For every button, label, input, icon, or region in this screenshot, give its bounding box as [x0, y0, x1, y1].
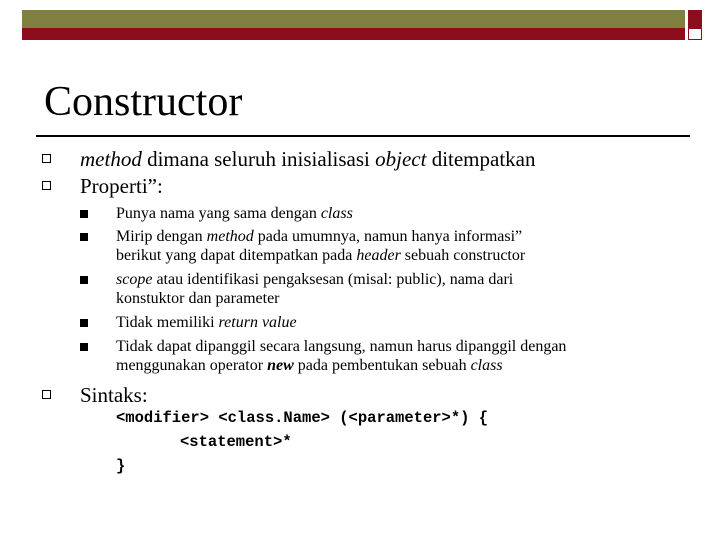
- hollow-square-bullet-icon: [42, 390, 51, 399]
- bullet-text: method dimana seluruh inisialisasi object ditempatkan: [80, 147, 536, 171]
- header-square-filled: [688, 10, 702, 28]
- code-line: }: [116, 457, 126, 475]
- sub-bullet-text: Tidak dapat dipanggil secara langsung, namun harus dipanggil dengan: [116, 338, 567, 355]
- hollow-square-bullet-icon: [42, 181, 51, 190]
- sub-bullet-text-continued: menggunakan operator new pada pembentukan sebuah class: [116, 357, 503, 374]
- filled-square-bullet-icon: [80, 276, 88, 284]
- header-bar-red: [22, 28, 685, 40]
- filled-square-bullet-icon: [80, 319, 88, 327]
- sub-bullet-text-continued: berikut yang dapat ditempatkan pada header sebuah constructor: [116, 247, 526, 264]
- header-square-outline: [688, 28, 702, 40]
- sub-bullet-text: Punya nama yang sama dengan class: [116, 205, 353, 222]
- hollow-square-bullet-icon: [42, 154, 51, 163]
- header-bar-olive: [22, 10, 685, 28]
- title-divider: [36, 135, 690, 137]
- code-line: <statement>*: [180, 433, 292, 451]
- sub-bullet-text: Tidak memiliki return value: [116, 314, 297, 331]
- slide-title: Constructor: [44, 79, 243, 125]
- filled-square-bullet-icon: [80, 233, 88, 241]
- code-line: <modifier> <class.Name> (<parameter>*) {: [116, 409, 489, 427]
- sub-bullet-text-continued: konstuktor dan parameter: [116, 290, 280, 307]
- sub-bullet-text: scope atau identifikasi pengaksesan (misal: public), nama dari: [116, 271, 514, 288]
- filled-square-bullet-icon: [80, 343, 88, 351]
- bullet-text: Properti”:: [80, 174, 163, 198]
- sub-bullet-text: Mirip dengan method pada umumnya, namun hanya informasi”: [116, 228, 523, 245]
- filled-square-bullet-icon: [80, 210, 88, 218]
- bullet-text: Sintaks:: [80, 383, 148, 407]
